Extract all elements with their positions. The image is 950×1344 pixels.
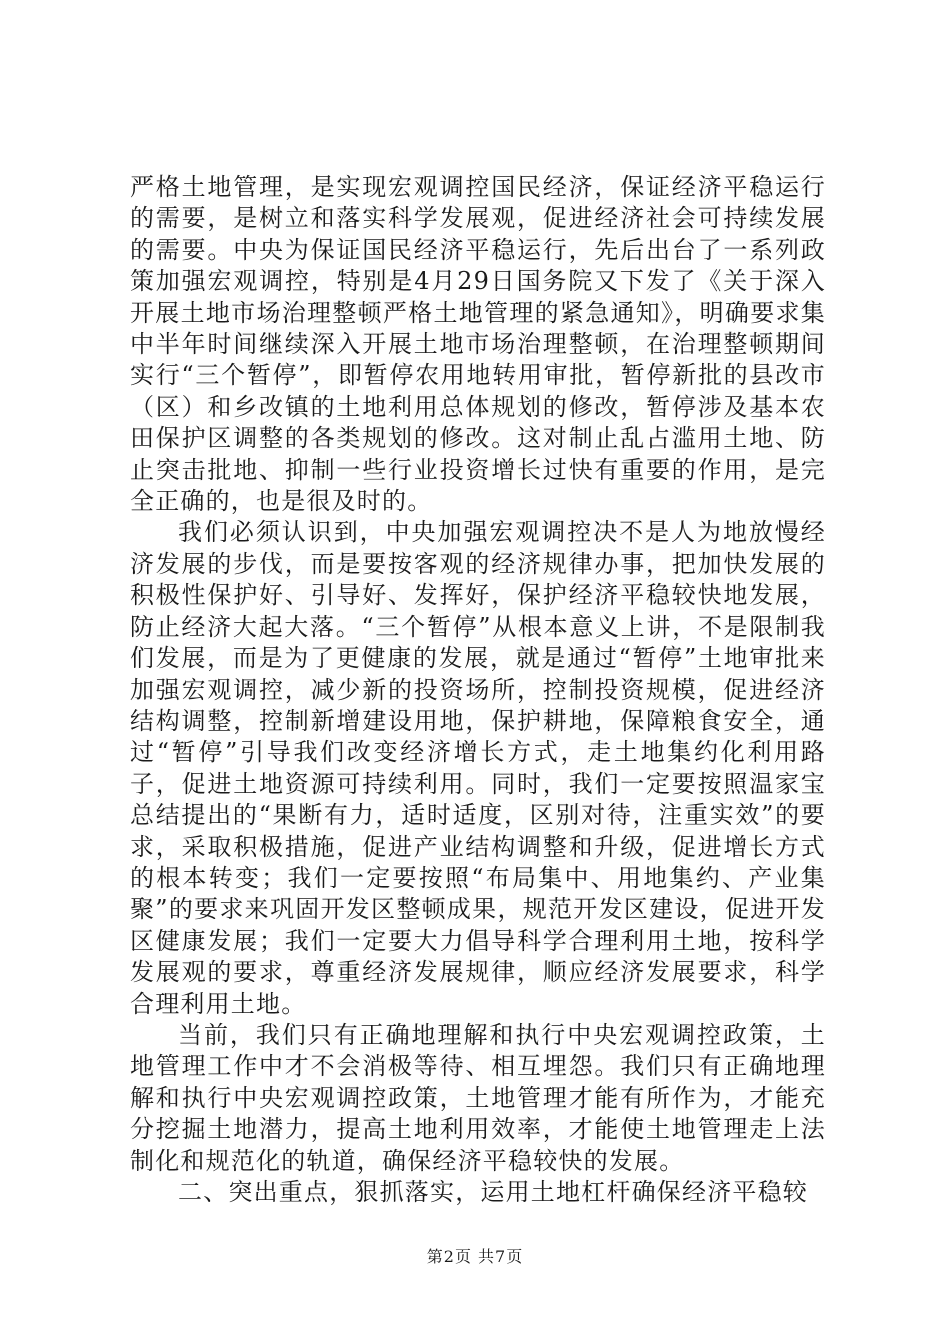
document-body [130,172,826,1208]
paragraph-2: 我们必须认识到，中央加强宏观调控决不是人为地放慢经济发展的步伐，而是要按客观的经济规律办事，把加快发展的积极性保护好、引导好、发挥好，保护经济平稳较快地发展，防止经济大起大落。“三个暂停”从根本意义上讲，不是限制我们发展，而是为了更健康的发展，就是通过“暂停”土地审批来加强宏观调控，减少新的投资场所，控制投资规模，促进经济结构调整，控制新增建设用地，保护耕地，保障粮食安全，通过“暂停”引导我们改变经济增长方式，走土地集约化利用路子，促进土地资源可持续利用。同时，我们一定要按照温家宝总结提出的“果断有力，适时适度，区别对待，注重实效”的要求，采取积极措施，促进产业结构调整和升级，促进增长方式的根本转变；我们一定要按照“布局集中、用地集约、产业集聚”的要求来巩固开发区整顿成果，规范开发区建设，促进开发区健康发展；我们一定要大力倡导科学合理利用土地，按科学发展观的要求，尊重经济发展规律，顺应经济发展要求，科学合理利用土地。 [130,518,826,1018]
paragraph-1: 严格土地管理，是实现宏观调控国民经济，保证经济平稳运行的需要，是树立和落实科学发展观，促进经济社会可持续发展的需要。中央为保证国民经济平稳运行，先后出台了一系列政策加强宏观调控，特别是4月29日国务院又下发了《关于深入开展土地市场治理整顿严格土地管理的紧急通知》，明确要求集中半年时间继续深入开展土地市场治理整顿，在治理整顿期间实行“三个暂停”，即暂停农用地转用审批，暂停新批的县改市（区）和乡改镇的土地利用总体规划的修改，暂停涉及基本农田保护区调整的各类规划的修改。这对制止乱占滥用土地、防止突击批地、抑制一些行业投资增长过快有重要的作用，是完全正确的，也是很及时的。 [130,173,826,516]
page-number-footer: 第2页 共7页 [426,1247,524,1266]
section-heading: 二、突出重点，狠抓落实，运用土地杠杆确保经济平稳较 [178,1178,808,1206]
paragraph-3: 当前，我们只有正确地理解和执行中央宏观调控政策，土地管理工作中才不会消极等待、相互埋怨。我们只有正确地理解和执行中央宏观调控政策，土地管理才能有所作为，才能充分挖掘土地潜力，提高土地利用效率，才能使土地管理走上法制化和规范化的轨道，确保经济平稳较快的发展。 [130,1020,826,1175]
